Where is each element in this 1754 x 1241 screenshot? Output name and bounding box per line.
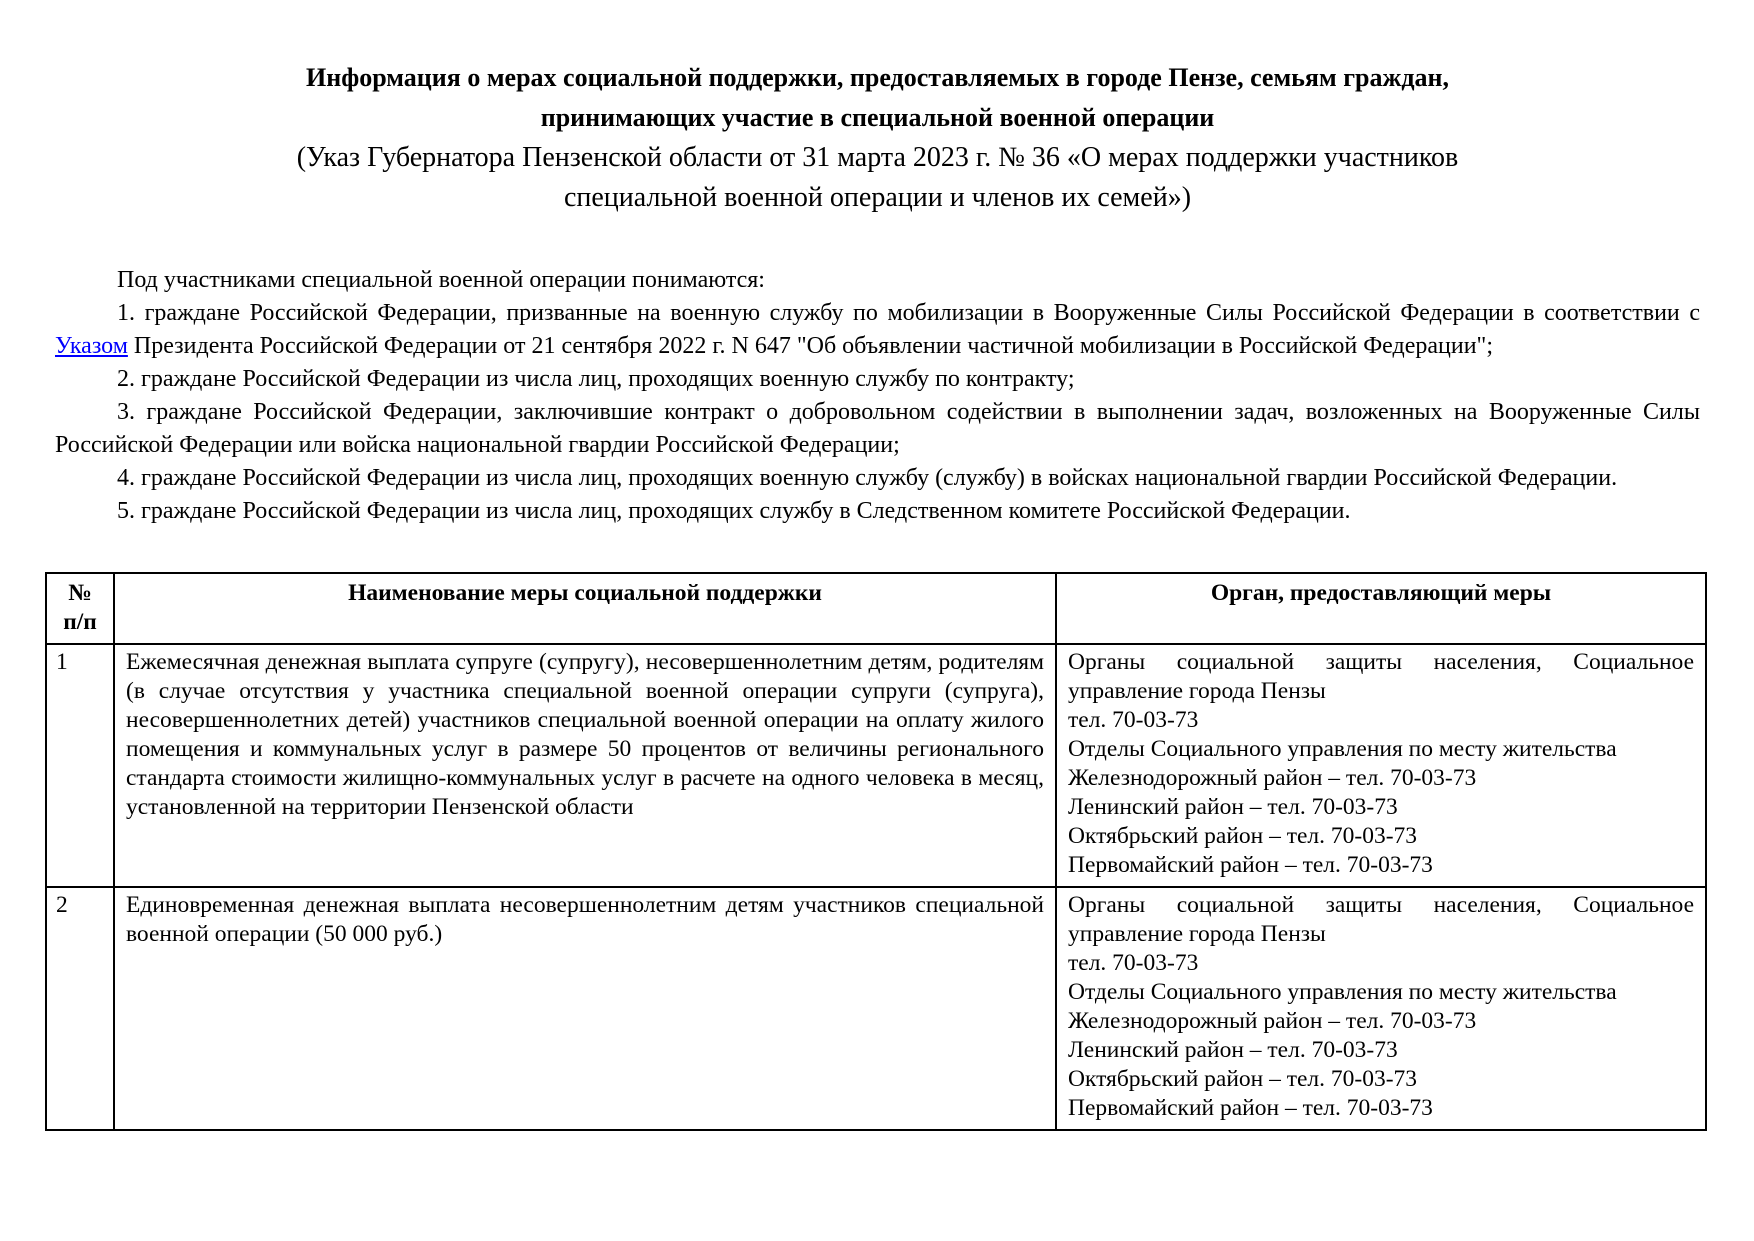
intro-item-4: 4. граждане Российской Федерации из числа лиц, проходящих военную службу (службу) в войсках национальной гвардии Российской Федерации.: [117, 465, 1618, 491]
row-2-organ: [1056, 887, 1706, 1130]
organ-line: Первомайский район – тел. 70-03-73: [1068, 852, 1433, 878]
organ-line: Железнодорожный район – тел. 70-03-73: [1068, 765, 1477, 791]
subtitle-line-1: (Указ Губернатора Пензенской области от 31 марта 2023 г. № 36 «О мерах поддержки участников: [296, 142, 1459, 173]
table-row: [46, 644, 1706, 887]
document-title: [55, 58, 1700, 218]
organ-line: Первомайский район – тел. 70-03-73: [1068, 1095, 1433, 1121]
organ-line: тел. 70-03-73: [1068, 707, 1199, 733]
row-1-measure: [114, 644, 1056, 887]
organ-line: Октябрьский район – тел. 70-03-73: [1068, 823, 1418, 849]
organ-line: Ленинский район – тел. 70-03-73: [1068, 1037, 1398, 1063]
row-1-number: 1: [46, 644, 114, 887]
organ-line: тел. 70-03-73: [1068, 950, 1199, 976]
organ-line: Отделы Социального управления по месту жительства: [1068, 979, 1617, 1005]
intro-item-1: [55, 297, 1700, 363]
intro-item-1-pre: 1. граждане Российской Федерации, призванные на военную службу по мобилизации в Вооруженные Силы Российской Федерации в соответствии с: [117, 300, 1700, 326]
intro-item-1-post: Президента Российской Федерации от 21 сентября 2022 г. N 647 "Об объявлении частичной мобилизации в Российской Федерации";: [127, 333, 1493, 359]
table-row: [46, 887, 1706, 1130]
header-num-line-1: №: [68, 580, 92, 606]
row-2-measure: [114, 887, 1056, 1130]
row-1-organ: [1056, 644, 1706, 887]
header-organ: Орган, предоставляющий меры: [1056, 573, 1706, 644]
title-line-2: принимающих участие в специальной военной операции: [540, 103, 1215, 132]
intro-section: [55, 264, 1700, 528]
row-2-number: 2: [46, 887, 114, 1130]
intro-item-3: 3. граждане Российской Федерации, заключившие контракт о добровольном содействии в выполнении задач, возложенных на Вооруженные Силы Российской Федерации или войска национальной гвардии Российской Федерации;: [55, 399, 1700, 458]
intro-item-2: 2. граждане Российской Федерации из числа лиц, проходящих военную службу по контракту;: [117, 366, 1075, 392]
ukaz-link[interactable]: Указом: [55, 333, 128, 359]
organ-line: Органы социальной защиты населения, Социальное управление города Пензы: [1068, 649, 1694, 704]
header-measure: Наименование меры социальной поддержки: [114, 573, 1056, 644]
header-num-line-2: п/п: [63, 609, 97, 635]
organ-line: Отделы Социального управления по месту жительства: [1068, 736, 1617, 762]
organ-line: Октябрьский район – тел. 70-03-73: [1068, 1066, 1418, 1092]
support-measures-table: [45, 572, 1707, 1131]
organ-line: Органы социальной защиты населения, Социальное управление города Пензы: [1068, 892, 1694, 947]
measure-text: Единовременная денежная выплата несовершеннолетним детям участников специальной военной операции (50 000 руб.): [126, 892, 1044, 947]
organ-line: Ленинский район – тел. 70-03-73: [1068, 794, 1398, 820]
organ-line: Железнодорожный район – тел. 70-03-73: [1068, 1008, 1477, 1034]
title-line-1: Информация о мерах социальной поддержки, предоставляемых в городе Пензе, семьям граждан,: [306, 63, 1449, 92]
header-num: [46, 573, 114, 644]
subtitle-line-2: специальной военной операции и членов их семей»): [563, 182, 1192, 213]
intro-item-5: 5. граждане Российской Федерации из числа лиц, проходящих службу в Следственном комитете Российской Федерации.: [117, 498, 1351, 524]
table-header-row: [46, 573, 1706, 644]
measure-text: Ежемесячная денежная выплата супруге (супругу), несовершеннолетним детям, родителям (в случае отсутствия у участника специальной военной операции супруги (супруга), несовершеннолетних детей) участников специальной военной операции на оплату жилого помещения и коммунальных услуг в размере 50 процентов от величины регионального стандарта стоимости жилищно-коммунальных услуг в расчете на одного человека в месяц, установленной на территории Пензенской области: [126, 649, 1044, 820]
intro-lead: Под участниками специальной военной операции понимаются:: [117, 267, 765, 293]
